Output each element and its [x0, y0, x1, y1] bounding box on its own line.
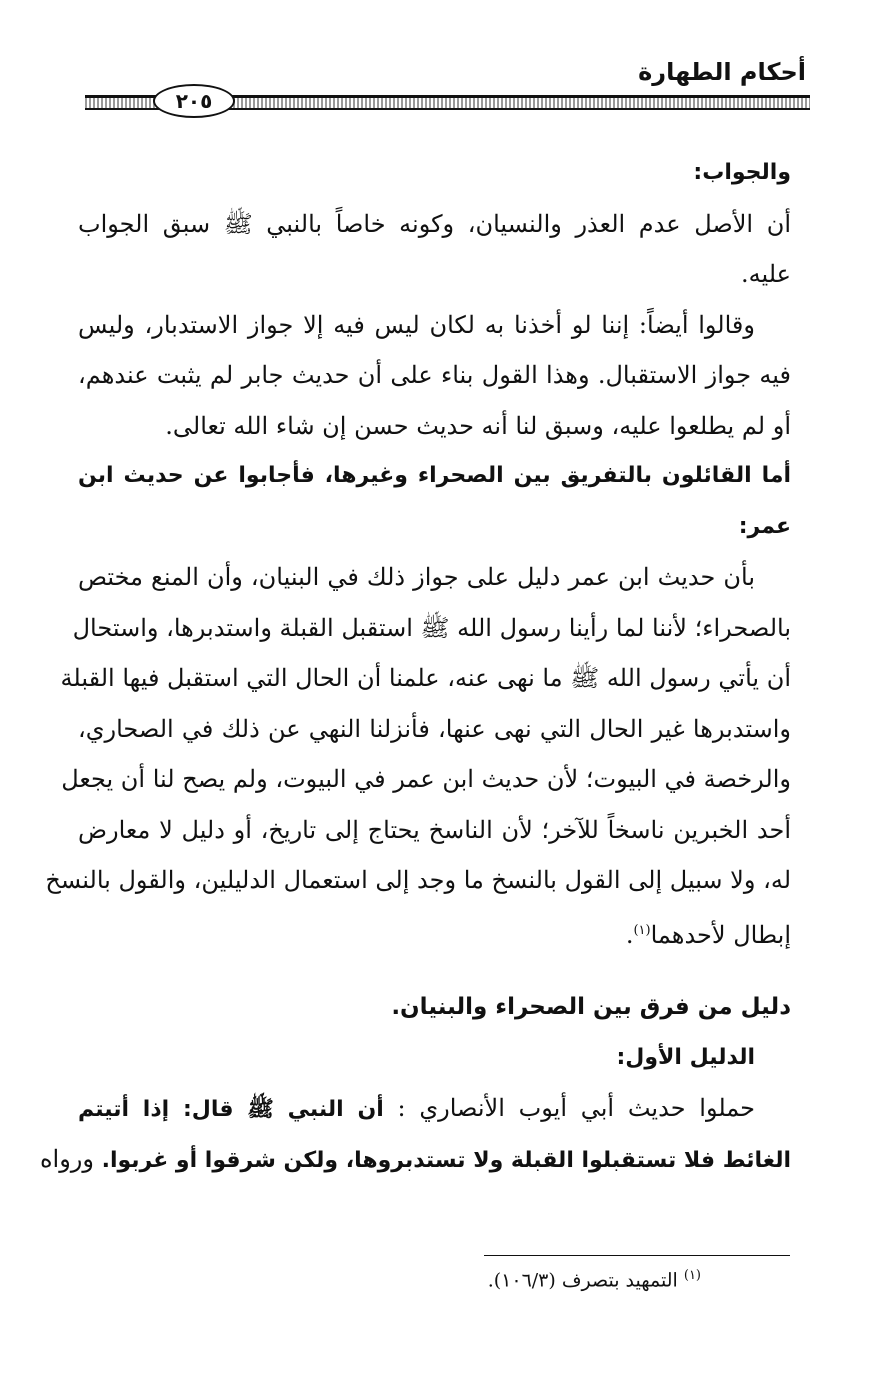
subheading: الدليل الأول: — [616, 1044, 755, 1070]
footnote-text: التمهيد بتصرف (١٠٦/٣). — [487, 1269, 678, 1292]
text-fragment: . — [625, 920, 634, 949]
text-line: عليه. — [740, 260, 791, 288]
text-line: والرخصة في البيوت؛ لأن حديث ابن عمر في البيوت، ولم يصح لنا أن يجعل — [61, 765, 791, 793]
text-line — [39, 1134, 791, 1185]
answer-heading: والجواب: — [693, 160, 791, 185]
text-line — [78, 906, 791, 957]
text-line: وقالوا أيضاً: إننا لو أخذنا به لكان ليس فيه إلا جواز الاستدبار، وليس — [78, 310, 755, 339]
text-line: بأن حديث ابن عمر دليل على جواز ذلك في البنيان، وأن المنع مختص — [78, 563, 755, 591]
text-line: أحد الخبرين ناسخاً للآخر؛ لأن الناسخ يحتاج إلى تاريخ، أو دليل لا معارض — [78, 815, 791, 844]
text-line: أو لم يطلعوا عليه، وسبق لنا أنه حديث حسن إن شاء الله تعالى. — [165, 411, 791, 440]
text-line: له، ولا سبيل إلى القول بالنسخ ما وجد إلى استعمال الدليلين، والقول بالنسخ — [45, 866, 791, 894]
text-line: فيه جواز الاستقبال. وهذا القول بناء على أن حديث جابر لم يثبت عندهم، — [78, 361, 791, 389]
text-line — [78, 1083, 791, 1134]
section-lead: عمر: — [738, 513, 791, 539]
section-heading: دليل من فرق بين الصحراء والبنيان. — [391, 994, 791, 1020]
footnote — [488, 1268, 701, 1291]
page-number: ٢٠٥ — [153, 84, 235, 118]
section-lead: أما القائلون بالتفريق بين الصحراء وغيرها، فأجابوا عن حديث ابن — [78, 463, 791, 488]
text-line: بالصحراء؛ لأننا لما رأينا رسول الله ﷺ استقبل القبلة واستدبرها، واستحال — [72, 613, 791, 642]
paragraph-gap — [78, 956, 791, 982]
text-line: واستدبرها غير الحال التي نهى عنها، فأنزلنا النهي عن ذلك في الصحاري، — [78, 714, 791, 743]
text-fragment: ورواه — [39, 1144, 94, 1173]
hadith-text: الغائط فلا تستقبلوا القبلة ولا تستدبروها، ولكن شرقوا أو غربوا. — [101, 1147, 791, 1173]
footnote-rule — [484, 1255, 790, 1256]
page-header — [85, 54, 810, 114]
text-fragment: حملوا حديث أبي أيوب الأنصاري : — [397, 1094, 756, 1122]
text-fragment: إبطال لأحدهما — [650, 920, 791, 949]
body-text — [39, 148, 791, 1184]
text-line: أن الأصل عدم العذر والنسيان، وكونه خاصاً بالنبي ﷺ سبق الجواب — [78, 209, 791, 238]
running-title: أحكام الطهارة — [638, 58, 806, 86]
footnote-ref: (١) — [633, 922, 651, 938]
text-line: أن يأتي رسول الله ﷺ ما نهى عنه، علمنا أن الحال التي استقبل فيها القبلة — [60, 664, 791, 692]
footnote-marker: (١) — [683, 1268, 701, 1283]
hadith-text: أن النبي ﷺ قال: إذا أتيتم — [78, 1097, 384, 1122]
